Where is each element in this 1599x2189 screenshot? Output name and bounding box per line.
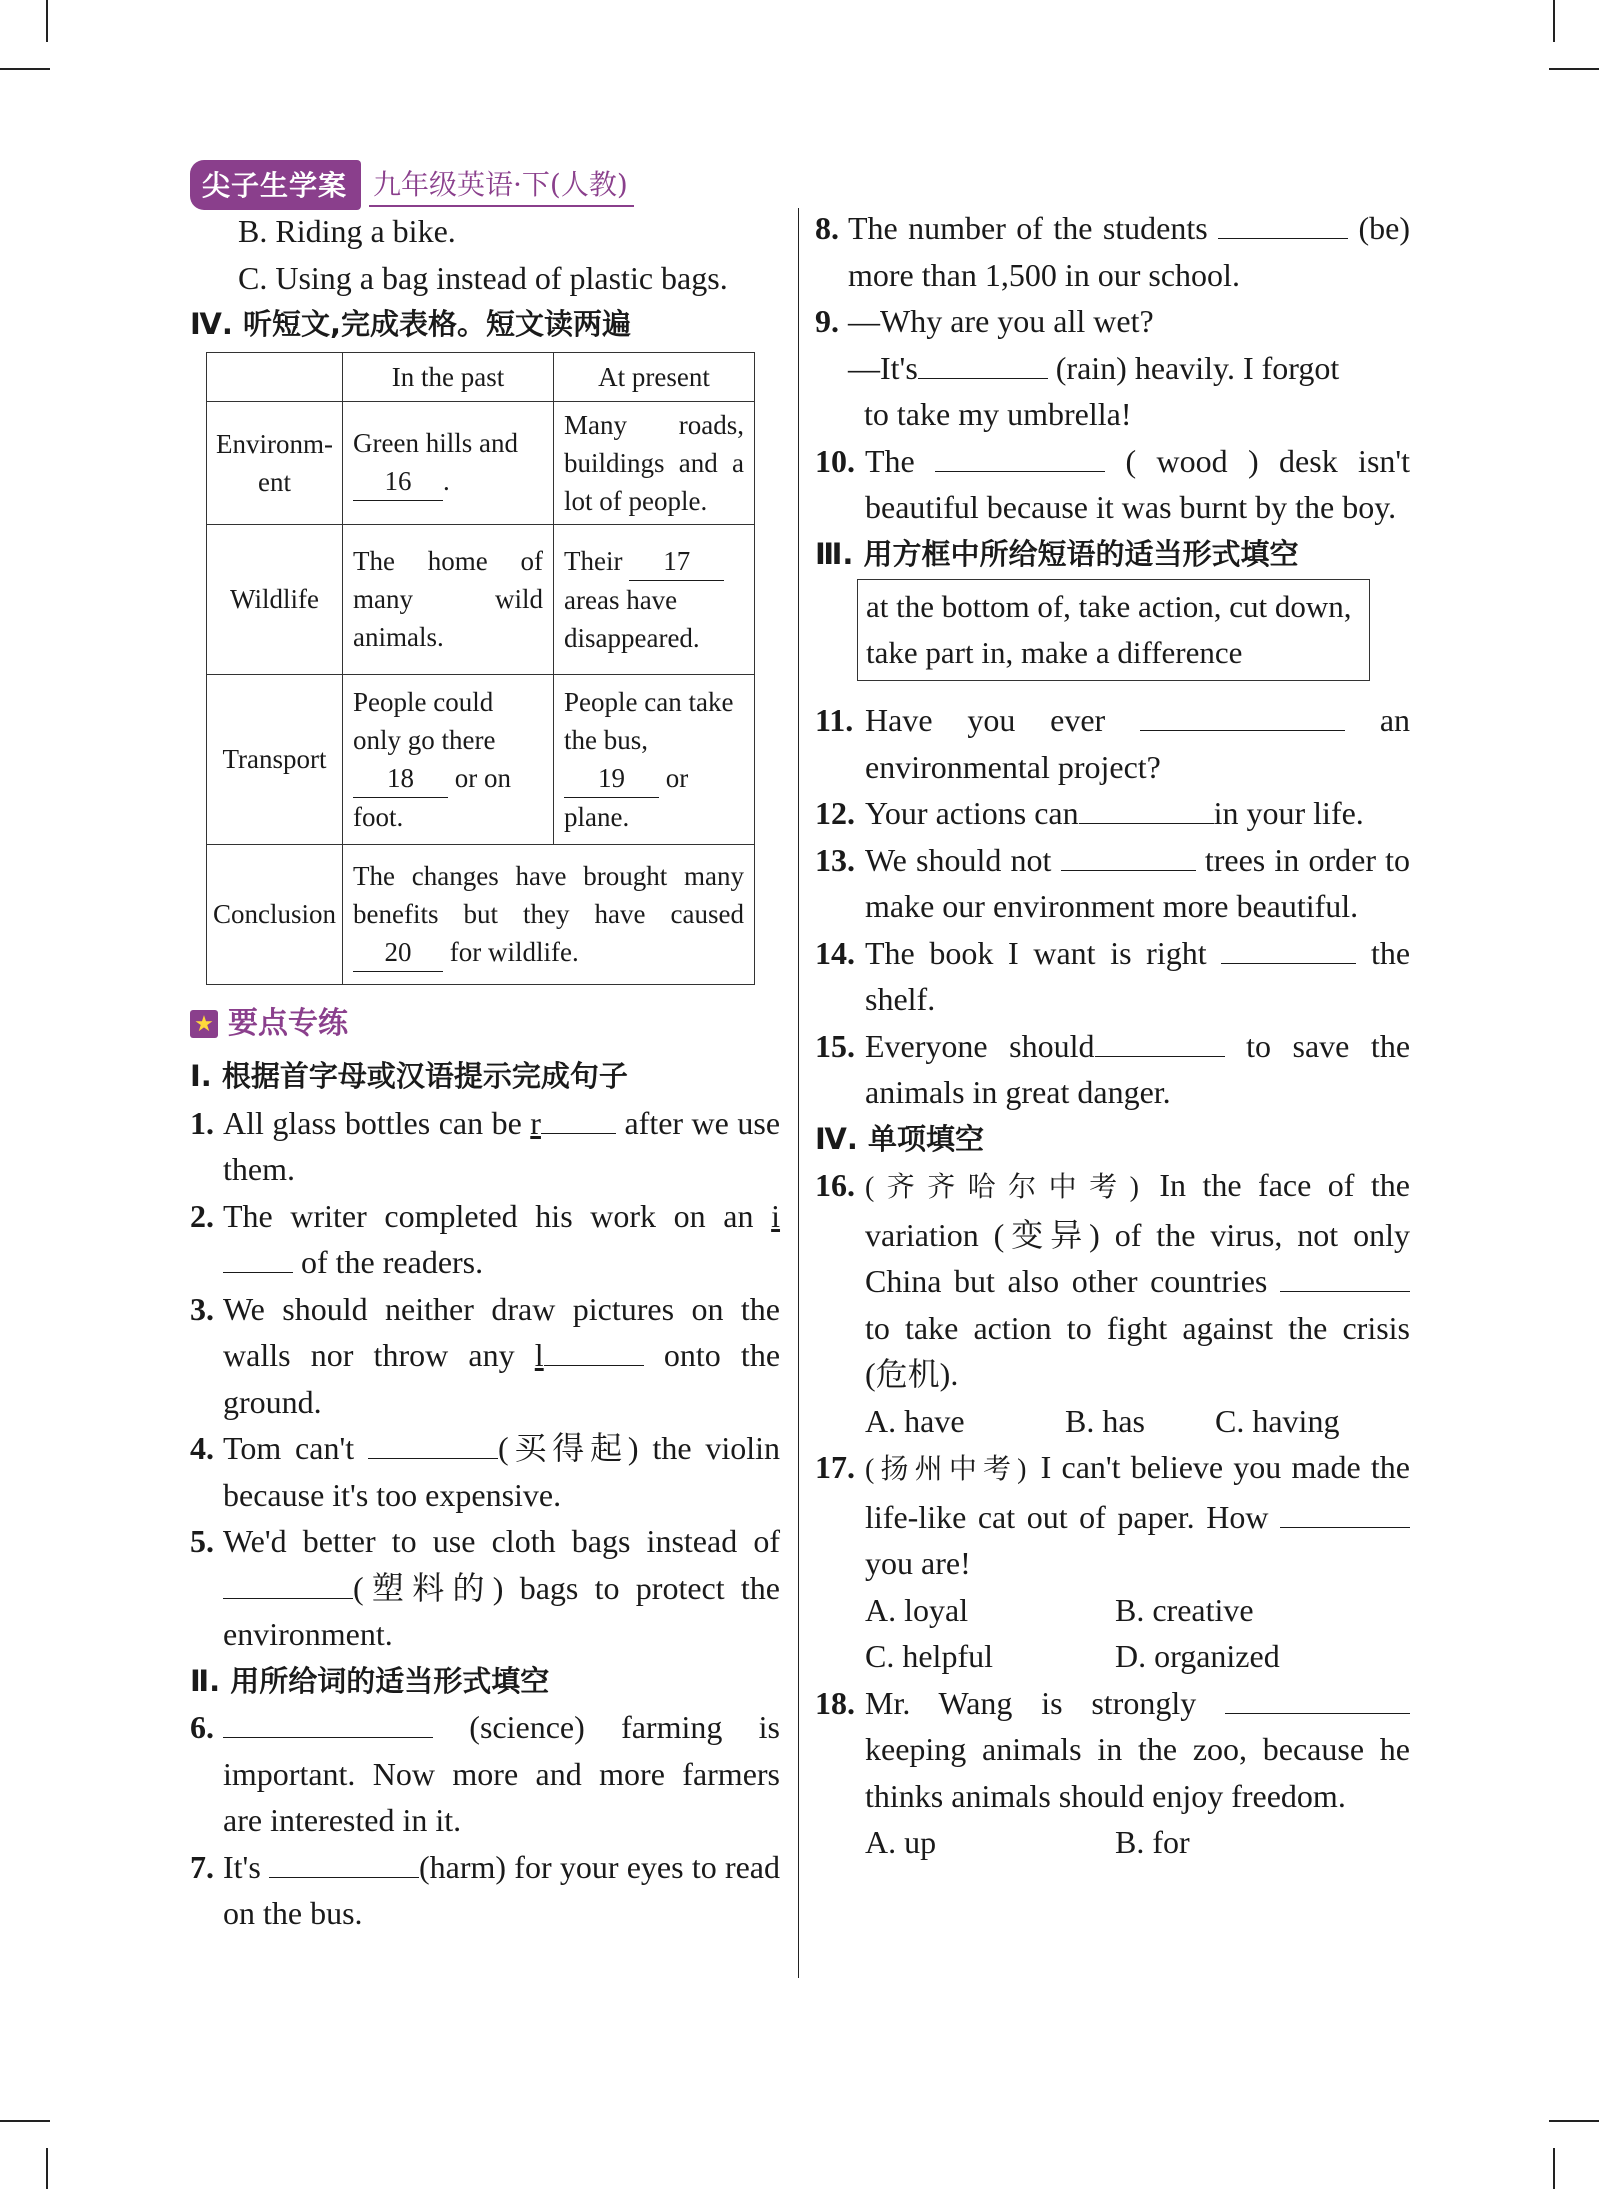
question-17 bbox=[815, 1444, 1410, 1587]
chinese-hint: (塑料的) bbox=[353, 1569, 504, 1606]
question-number: 14. bbox=[815, 934, 855, 971]
row-label-transport: Transport bbox=[207, 674, 343, 844]
cell-text: People can take the bus, bbox=[564, 686, 734, 755]
question-text: The book I want is right bbox=[865, 934, 1207, 971]
word-hint: (rain) bbox=[1055, 349, 1127, 386]
question-number: 2. bbox=[190, 1197, 214, 1234]
cell-text: Their bbox=[564, 545, 623, 576]
answer-blank[interactable] bbox=[1079, 795, 1214, 824]
cell-text: or plane. bbox=[564, 762, 689, 832]
row-label-wildlife: Wildlife bbox=[207, 524, 343, 674]
question-number: 10. bbox=[815, 442, 855, 479]
answer-blank[interactable] bbox=[269, 1849, 419, 1878]
table-header-empty bbox=[207, 352, 343, 401]
section-2-title: Ⅱ. 用所给词的适当形式填空 bbox=[190, 1663, 550, 1698]
answer-blank[interactable] bbox=[223, 1709, 433, 1738]
answer-blank[interactable] bbox=[1095, 1028, 1225, 1057]
question-text: The writer completed his work on an bbox=[223, 1197, 754, 1234]
question-text: for your eyes to read on the bus. bbox=[223, 1848, 781, 1931]
answer-blank[interactable] bbox=[223, 1570, 353, 1599]
option-d[interactable]: D. organized bbox=[1115, 1638, 1280, 1674]
cell-wild-present bbox=[554, 524, 755, 674]
cell-text: Green hills and bbox=[353, 428, 518, 458]
question-text: in your life. bbox=[1213, 795, 1364, 831]
crop-mark bbox=[1553, 2148, 1555, 2189]
book-subtitle: 九年级英语·下(人教) bbox=[369, 163, 634, 207]
hint-letter: i bbox=[771, 1197, 781, 1234]
star-icon: ★ bbox=[190, 1010, 218, 1038]
question-text: to save the animals in great danger. bbox=[865, 1027, 1411, 1110]
option-c[interactable]: C. having bbox=[1215, 1402, 1340, 1439]
crop-mark bbox=[1549, 2120, 1599, 2122]
answer-blank[interactable] bbox=[541, 1105, 616, 1134]
answer-blank[interactable] bbox=[918, 350, 1048, 379]
crop-mark bbox=[0, 2120, 50, 2122]
option-c[interactable]: C. helpful bbox=[865, 1638, 993, 1674]
question-number: 18. bbox=[815, 1684, 855, 1721]
cell-trans-past bbox=[343, 674, 554, 844]
question-text: to take my umbrella! bbox=[864, 396, 1132, 432]
crop-mark bbox=[1549, 68, 1599, 70]
option-b: B. Riding a bike. bbox=[238, 213, 456, 249]
practice-heading bbox=[190, 1001, 780, 1048]
option-a[interactable]: A. have bbox=[865, 1402, 965, 1439]
question-text: —Why are you all wet? bbox=[848, 303, 1154, 339]
question-15 bbox=[815, 1023, 1410, 1116]
answer-blank[interactable] bbox=[223, 1244, 293, 1273]
question-number: 12. bbox=[815, 795, 855, 831]
answer-blank-18[interactable]: 18 bbox=[353, 759, 448, 798]
question-7 bbox=[190, 1844, 780, 1937]
option-a[interactable]: A. up bbox=[865, 1824, 937, 1860]
cell-conclusion bbox=[343, 844, 755, 984]
question-number: 15. bbox=[815, 1027, 855, 1064]
question-18 bbox=[815, 1680, 1410, 1820]
options-16 bbox=[815, 1398, 1410, 1445]
question-number: 9. bbox=[815, 303, 839, 339]
question-13 bbox=[815, 837, 1410, 930]
question-text: All glass bottles can be bbox=[223, 1104, 522, 1141]
answer-blank[interactable] bbox=[1218, 210, 1348, 239]
option-a[interactable]: A. loyal bbox=[865, 1591, 969, 1628]
question-text: Have you ever bbox=[865, 702, 1106, 738]
crop-mark bbox=[46, 2148, 48, 2189]
question-number: 17. bbox=[815, 1449, 855, 1485]
word-hint: (science) bbox=[469, 1709, 585, 1745]
hint-letter: l bbox=[534, 1337, 544, 1373]
question-text: The number of the students bbox=[848, 210, 1208, 246]
cell-text: or on foot. bbox=[353, 762, 511, 832]
question-11 bbox=[815, 697, 1410, 790]
question-number: 5. bbox=[190, 1523, 214, 1559]
row-label-conclusion: Conclusion bbox=[207, 844, 343, 984]
cell-trans-present bbox=[554, 674, 755, 844]
question-text: trees in order to make our environment more beautiful. bbox=[865, 841, 1411, 924]
chinese-hint: (买得起) bbox=[497, 1430, 639, 1466]
option-b[interactable]: B. creative bbox=[1115, 1591, 1254, 1628]
page-header bbox=[190, 160, 634, 210]
table-header-past: In the past bbox=[343, 352, 554, 401]
question-4 bbox=[190, 1425, 780, 1518]
question-text: onto the ground. bbox=[223, 1337, 781, 1420]
question-text: heavily. I forgot bbox=[1134, 349, 1340, 386]
answer-blank-16[interactable]: 16 bbox=[353, 462, 443, 501]
question-number: 6. bbox=[190, 1709, 214, 1745]
cell-text: for wildlife. bbox=[449, 936, 579, 967]
answer-blank[interactable] bbox=[544, 1337, 644, 1366]
question-text: to take action to fight against the crisis (危机). bbox=[865, 1309, 1410, 1392]
options-17-row2 bbox=[815, 1633, 1410, 1680]
question-10 bbox=[815, 438, 1410, 531]
question-number: 16. bbox=[815, 1167, 855, 1203]
question-16 bbox=[815, 1162, 1410, 1398]
question-text: We'd better to use cloth bags instead of bbox=[223, 1523, 780, 1559]
question-text: Tom can't bbox=[223, 1430, 355, 1466]
answer-blank[interactable] bbox=[1140, 702, 1345, 731]
question-text: keeping animals in the zoo, because he thinks animals should enjoy freedom. bbox=[865, 1731, 1410, 1814]
practice-title: 要点专练 bbox=[228, 1005, 348, 1041]
options-17-row1 bbox=[815, 1587, 1410, 1634]
answer-blank[interactable] bbox=[368, 1430, 498, 1459]
cell-env-present: Many roads, buildings and a lot of people. bbox=[554, 401, 755, 524]
right-column bbox=[815, 205, 1410, 1866]
answer-blank[interactable] bbox=[1225, 1685, 1410, 1714]
option-b[interactable]: B. has bbox=[1065, 1402, 1145, 1439]
question-text: bags to protect the environment. bbox=[223, 1569, 781, 1652]
question-text: you are! bbox=[865, 1545, 971, 1581]
word-hint: ( wood ) bbox=[1125, 442, 1259, 479]
question-text: (be) more than 1,500 in our school. bbox=[848, 210, 1410, 293]
row-label-environment: Environm- ent bbox=[207, 401, 343, 524]
exam-source: (扬州中考) bbox=[865, 1454, 1031, 1485]
question-5 bbox=[190, 1518, 780, 1658]
question-text: the violin because it's too expensive. bbox=[223, 1430, 781, 1513]
left-column bbox=[190, 205, 780, 1937]
question-text: after we use them. bbox=[223, 1104, 781, 1187]
question-text: We should neither draw pictures on the walls nor throw any bbox=[223, 1290, 780, 1373]
answer-blank[interactable] bbox=[1280, 1499, 1410, 1528]
listening-table bbox=[206, 352, 755, 985]
question-2 bbox=[190, 1193, 780, 1286]
answer-blank[interactable] bbox=[1280, 1263, 1410, 1292]
cell-text: areas have disappeared. bbox=[564, 584, 700, 653]
question-text: Your actions can bbox=[865, 795, 1079, 831]
option-b[interactable]: B. for bbox=[1115, 1824, 1190, 1860]
answer-blank[interactable] bbox=[1061, 842, 1196, 871]
section-4-title: Ⅳ. 听短文,完成表格。短文读两遍 bbox=[190, 307, 631, 341]
hint-letter: r bbox=[530, 1104, 541, 1141]
section-3-title: Ⅲ. 用方框中所给短语的适当形式填空 bbox=[815, 536, 1299, 571]
question-number: 4. bbox=[190, 1430, 214, 1466]
column-divider bbox=[798, 208, 799, 1978]
question-text: an environmental project? bbox=[865, 702, 1411, 785]
question-number: 3. bbox=[190, 1290, 214, 1327]
question-text: We should not bbox=[865, 841, 1052, 878]
crop-mark bbox=[1553, 0, 1555, 42]
question-number: 7. bbox=[190, 1848, 214, 1885]
options-18 bbox=[815, 1819, 1410, 1866]
question-text: farming is important. Now more and more farmers are interested in it. bbox=[223, 1709, 780, 1838]
question-text: The bbox=[865, 442, 915, 479]
question-number: 1. bbox=[190, 1104, 214, 1141]
answer-blank-20[interactable]: 20 bbox=[353, 933, 443, 972]
option-c: C. Using a bag instead of plastic bags. bbox=[238, 259, 728, 296]
cell-text: The changes have brought many benefits but they have caused bbox=[353, 860, 744, 929]
question-8 bbox=[815, 205, 1410, 298]
cell-text: People could only go there bbox=[353, 686, 496, 755]
crop-mark bbox=[46, 0, 48, 42]
question-9 bbox=[815, 298, 1410, 438]
question-number: 8. bbox=[815, 210, 839, 246]
brand-badge: 尖子生学案 bbox=[190, 160, 361, 210]
section-1-title: Ⅰ. 根据首字母或汉语提示完成句子 bbox=[190, 1059, 628, 1093]
question-text: the shelf. bbox=[865, 934, 1411, 1017]
exam-source: (齐齐哈尔中考) bbox=[865, 1172, 1143, 1203]
question-14 bbox=[815, 930, 1410, 1023]
question-12 bbox=[815, 790, 1410, 837]
section-4-single-choice-title: Ⅳ. 单项填空 bbox=[815, 1121, 984, 1156]
table-header-present: At present bbox=[554, 352, 755, 401]
question-text: I can't believe you made the life-like cat out of paper. How bbox=[865, 1449, 1411, 1535]
phrase-box: at the bottom of, take action, cut down, take part in, make a difference bbox=[857, 579, 1370, 681]
answer-blank[interactable] bbox=[1221, 935, 1356, 964]
question-number: 11. bbox=[815, 702, 854, 738]
crop-mark bbox=[0, 68, 50, 70]
question-text: desk isn't beautiful because it was burnt by the boy. bbox=[865, 442, 1411, 525]
question-text: Everyone should bbox=[865, 1027, 1095, 1064]
answer-blank-19[interactable]: 19 bbox=[564, 759, 659, 798]
question-text: It's bbox=[223, 1848, 261, 1885]
question-text: In the face of the variation (变异) of the virus, not only China but also other countries bbox=[865, 1167, 1410, 1299]
question-3 bbox=[190, 1286, 780, 1426]
question-1 bbox=[190, 1100, 780, 1193]
cell-env-past: Green hills and 16 . bbox=[343, 401, 554, 524]
word-hint: (harm) bbox=[419, 1848, 507, 1885]
cell-wild-past: The home of many wild animals. bbox=[343, 524, 554, 674]
question-6 bbox=[190, 1704, 780, 1844]
question-text: —It's bbox=[848, 349, 918, 386]
answer-blank[interactable] bbox=[935, 443, 1105, 472]
question-text: Mr. Wang is strongly bbox=[865, 1684, 1197, 1721]
answer-blank-17[interactable]: 17 bbox=[629, 542, 724, 581]
question-number: 13. bbox=[815, 841, 855, 878]
question-text: of the readers. bbox=[301, 1244, 484, 1280]
